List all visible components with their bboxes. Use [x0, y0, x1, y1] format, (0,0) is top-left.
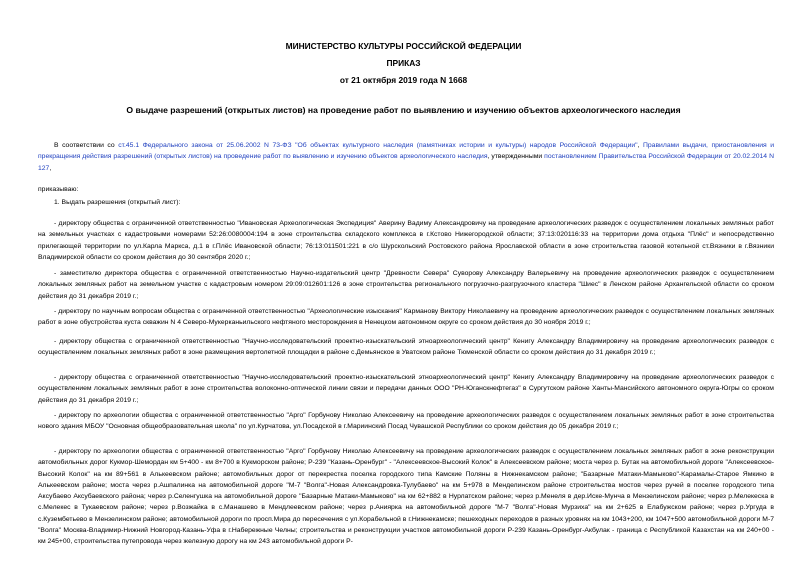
preamble-paragraph — [38, 140, 774, 174]
entry-paragraph: - директору общества с ограниченной ответственностью "Научно-исследовательский проектно-изыскательский этноархеологический центр" Кенигу Александру Владимировичу на проведение археологических разведок с осуществлением локальных земляных работ в зоне размещения вертолетной площадки в районе с.Демьянское в Уватском районе Тюменской области со сроком действия до 31 декабря 2019 г.; — [38, 338, 774, 357]
entry-paragraph: - директору общества с ограниченной ответственностью "Ивановская Археологическая Экспедиция" Аверину Вадиму Александровичу на проведение археологических разведок с осуществлением локальных земляных работ на земельных участках с кадастровыми номерами 52:26:0080004:194 в зоне строительства складского комплекса в г.Кстово Нижегородской области; 37:13:020116:33 на территории дома отдыха "Плёс" и непосредственно прилегающей территории по ул.Карла Маркса, д.1 в г.Плёс Ивановской области; 76:13:011501:221 в с/о Шурскольский Ростовского района Ярославской области в зоне строительства газовой котельной ст.Вязники в г.Вязники Владимирской области со сроком действия до 30 сентября 2020 г.; — [38, 220, 774, 261]
rules-link[interactable]: Правилами выдачи, приостановления и прекращения действия разрешений (открытых листов) на проведение работ по выявлению и изучению объектов археологического наследия — [38, 142, 774, 161]
preamble-text-2: , — [637, 142, 643, 149]
entry-paragraph: - заместителю директора общества с ограниченной ответственностью Научно-издательский центр "Древности Севера" Суворову Александру Валерьевичу на проведение археологических разведок с осуществлением локальных земляных работ на земельном участке с кадастровым номером 29:09:012601:126 в зоне строительства регионального погрузочно-разгрузочного кластера "Шиес" в Ленском районе Архангельской области со сроком действия до 31 декабря 2019 г.; — [38, 270, 774, 300]
law-link[interactable]: ст.45.1 Федерального закона от 25.06.2002 N 73-ФЗ "Об объектах культурного наследия (памятниках истории и культуры) народов Российской Федерации" — [118, 142, 638, 149]
entry-paragraph: - директору по научным вопросам общества с ограниченной ответственностью "Археологические изыскания" Карманову Виктору Николаевичу на проведение археологических разведок с осуществлением локальных земляных работ в зоне обустройства куста скважин N 4 Северо-Мукерканьильского нефтяного месторождения в Ненецком автономном округе со сроком действия до 30 ноября 2019 г.; — [38, 308, 774, 327]
entry-paragraph: - директору по археологии общества с ограниченной ответственностью "Арго" Горбунову Николаю Алексеевичу на проведение археологических разведок с осуществлением локальных земляных работ в зоне строительства нового здания МБОУ "Основная общеобразовательная школа" по ул.Курчатова, ул.Посадской в г.Мариинский Посад Чувашской Республики со сроком действия до 05 декабря 2019 г.; — [38, 412, 774, 431]
preamble-text-3: , утвержденными — [487, 153, 545, 161]
doc-type-heading: ПРИКАЗ — [386, 58, 421, 68]
item-1: 1. Выдать разрешения (открытый лист): — [54, 199, 181, 206]
ministry-heading: МИНИСТЕРСТВО КУЛЬТУРЫ РОССИЙСКОЙ ФЕДЕРАЦИИ — [285, 41, 522, 51]
entry-paragraph: - директору по археологии общества с ограниченной ответственностью "Арго" Горбунову Николаю Алексеевичу на проведение археологических разведок с осуществлением локальных земляных работ в зоне реконструкции автомобильных дорог Кукмор-Шемордан км 5+400 - км 8+700 в Кукморском районе; Р-239 "Казань-Оренбург" - "Алексеевское-Высокий Колок" в Алексеевском районе; моста через р. Бутак на автомобильной дороге "Алексеевское-Высокий Колок" на км 89+561 в Алькеевском районе; автомобильных дорог от перекрестка поселка городского типа Камские Поляны в Нижнекамском районе; "Базарные Матаки-Мамыково"-Карамалы-Старое Ямкино в Алькеевском районе; моста через р.Ашпалинка на автомобильной дороге "М-7 "Волга"-Новая Александровка-Тулубаево" на км 5+978 в Менделинском районе строительства мостов через ручей в поселке городского типа Аксубаево Аксубаевского района; через р.Селенгушка на автомобильной дороге "Базарные Матаки-Мамыково" на км 62+882 в Нурлатском районе; через р.Менеля в дер.Иске-Мунча в Мензелинском районе; через р.Мелекеска в с.Мелекес в Тукаевском районе; через р.Возжайка в с.Манашево в Мендлеевском районе; через р.Аниярка на автомобильной дороге "М-7 "Волга"-Новая Мурзиха" на км 2+625 в Елабужском районе; через р.Ургуда в с.Кузембетьево в Мензелинском районе; автомобильной дороги по просп.Мира до пересечения с ул.Корабельной в г.Нижнекамске; пешеходных переходов в разных уровнях на км 1043+200, км 1047+500 автомобильной дороги М-7 "Волга" Москва-Владимир-Нижний Новгород-Казань-Уфа в г.Набережные Челны; строительства и реконструкции участков автомобильной дороги Р-239 Казань-Оренбург-Акбулак - граница с Республикой Казахстан на км 240+00 - км 245+00, строительства путепровода через железную дорогу на км 243 автомобильной дороги Р- — [38, 448, 774, 546]
date-number-heading: от 21 октября 2019 года N 1668 — [339, 75, 468, 85]
preamble-text-1: В соответствии со — [54, 142, 119, 149]
document-title: О выдаче разрешений (открытых листов) на проведение работ по выявлению и изучению объектов археологического наследия — [126, 105, 681, 115]
resolution-link[interactable]: постановлением Правительства Российской Федерации от 20.02.2014 N 127 — [38, 153, 774, 172]
preamble-text-4: , — [49, 164, 52, 172]
order-word: приказываю: — [38, 186, 79, 193]
entry-paragraph: - директору общества с ограниченной ответственностью "Научно-исследовательский проектно-изыскательский этноархеологический центр" Кенигу Александру Владимировичу на проведение археологических разведок с осуществлением локальных земляных работ в зоне строительства волоконно-оптической линии связи и передачи данных ООО "РН-Юганскнефтегаз" в Сургутском районе Ханты-Мансийского автономного округа-Югры со сроком действия до 31 декабря 2019 г.; — [38, 374, 774, 404]
